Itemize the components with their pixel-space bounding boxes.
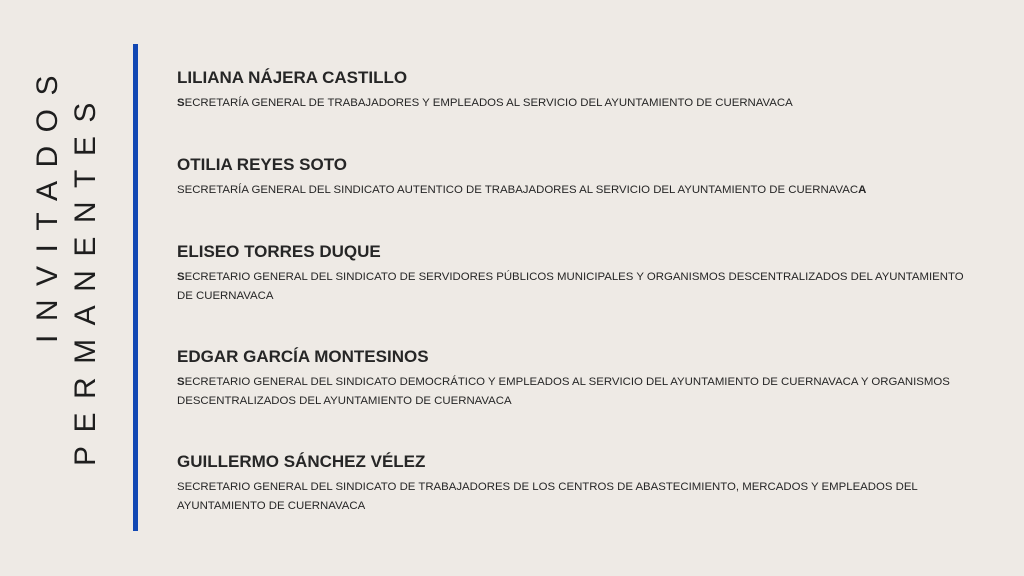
entry-role	[177, 373, 967, 411]
entry-name: ELISEO TORRES DUQUE	[177, 242, 381, 261]
entry-role	[177, 94, 967, 113]
role-text: SECRETARIO GENERAL DEL SINDICATO DE TRABAJADORES DE LOS CENTROS DE ABASTECIMIENTO, MERCADOS Y EMPLEADOS DEL AYUNTAMIENTO DE CUERNAVACA	[177, 481, 918, 512]
entry-3	[177, 242, 967, 306]
entry-5	[177, 452, 967, 516]
side-title	[31, 62, 103, 494]
role-text: SECRETARÍA GENERAL DEL SINDICATO AUTENTICO DE TRABAJADORES AL SERVICIO DEL AYUNTAMIENTO DE CUERNAVAC	[177, 184, 859, 196]
role-text: ECRETARÍA GENERAL DE TRABAJADORES Y EMPLEADOS AL SERVICIO DEL AYUNTAMIENTO DE CUERNAVACA	[184, 97, 793, 109]
side-title-line-1: INVITADOS	[31, 62, 64, 343]
role-bold-tail: A	[858, 184, 867, 196]
role-text: ECRETARIO GENERAL DEL SINDICATO DE SERVIDORES PÚBLICOS MUNICIPALES Y ORGANISMOS DESCENTRALIZADOS DEL AYUNTAMIENTO DE CUERNAVACA	[177, 271, 964, 302]
entry-4	[177, 347, 967, 411]
entry-role	[177, 268, 967, 306]
accent-bar	[133, 44, 138, 531]
role-bold-lead: S	[177, 271, 185, 283]
entry-role	[177, 181, 967, 200]
entry-role	[177, 478, 967, 516]
entry-name: LILIANA NÁJERA CASTILLO	[177, 68, 408, 87]
entry-name: OTILIA REYES SOTO	[177, 155, 348, 174]
entry-2	[177, 155, 967, 200]
role-bold-lead: S	[177, 376, 185, 388]
role-bold-lead: S	[177, 97, 185, 109]
entry-name: GUILLERMO SÁNCHEZ VÉLEZ	[177, 452, 426, 471]
side-title-line-2: PERMANENTES	[69, 89, 102, 467]
role-text: ECRETARIO GENERAL DEL SINDICATO DEMOCRÁTICO Y EMPLEADOS AL SERVICIO DEL AYUNTAMIENTO DE CUERNAVACA Y ORGANISMOS DESCENTRALIZADOS DEL AYUNTAMIENTO DE CUERNAVACA	[177, 376, 950, 407]
entry-name: EDGAR GARCÍA MONTESINOS	[177, 347, 429, 366]
entry-1	[177, 68, 967, 113]
